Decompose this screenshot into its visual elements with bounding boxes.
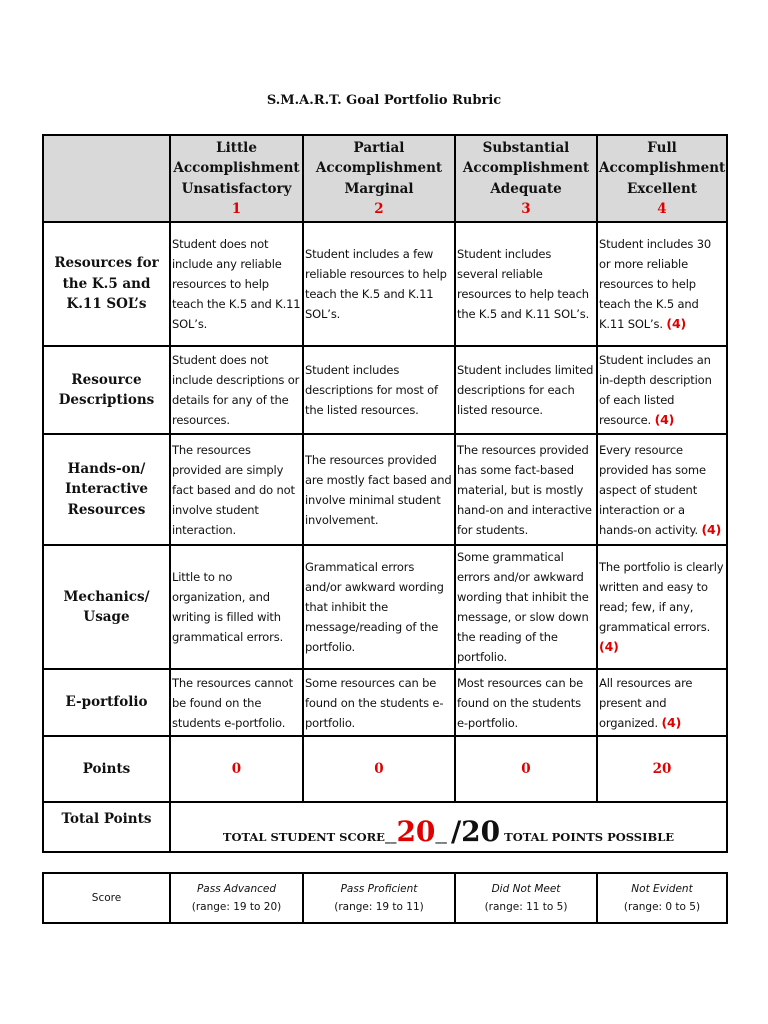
level-header-3: Substantial Accomplishment Adequate 3 <box>455 135 597 222</box>
total-score-suffix: TOTAL POINTS POSSIBLE <box>500 829 675 844</box>
score-level-range: (range: 0 to 5) <box>623 901 701 913</box>
awarded-score-tag: (4) <box>661 714 682 730</box>
score-range-row <box>43 873 727 923</box>
criterion-name: Resources for the K.5 and K.11 SOL’s <box>43 222 170 346</box>
score-range-cell <box>455 873 597 923</box>
points-value: 0 <box>455 736 597 802</box>
criterion-cell-full: Student includes 30 or more reliable resources to help teach the K.5 and K.11 SOL’s. (4) <box>597 222 727 346</box>
criterion-cell-full: Every resource provided has some aspect of student interaction or a hands-on activity. (4) <box>597 434 727 545</box>
total-score-prefix: TOTAL STUDENT SCORE__ <box>222 829 397 844</box>
score-range-cell <box>170 873 303 923</box>
criterion-cell: Some grammatical errors and/or awkward wording that inhibit the message, or slow down the reading of the portfolio. <box>455 545 597 669</box>
criterion-name: Resource Descriptions <box>43 346 170 434</box>
rubric-header-row <box>43 135 727 222</box>
level-header-1: Little Accomplishment Unsatisfactory 1 <box>170 135 303 222</box>
level-number: 1 <box>231 201 242 217</box>
criterion-cell-full: The portfolio is clearly written and easy to read; few, if any, grammatical errors. (4) <box>597 545 727 669</box>
total-points-label: Total Points <box>43 802 170 852</box>
score-level-name: Did Not Meet <box>491 883 561 895</box>
criterion-cell: The resources provided are simply fact based and do not involve student interaction. <box>170 434 303 545</box>
criterion-cell: Student includes limited descriptions for each listed resource. <box>455 346 597 434</box>
level-header-4: Full Accomplishment Excellent 4 <box>597 135 727 222</box>
criterion-cell: Student includes a few reliable resources to help teach the K.5 and K.11 SOL’s. <box>303 222 455 346</box>
criterion-name: E-portfolio <box>43 669 170 736</box>
score-range-cell <box>597 873 727 923</box>
criterion-cell: The resources cannot be found on the students e-portfolio. <box>170 669 303 736</box>
criterion-row-descriptions <box>43 346 727 434</box>
points-value: 20 <box>597 736 727 802</box>
awarded-score-tag: (4) <box>654 412 675 427</box>
level-number: 3 <box>521 201 531 217</box>
score-level-name: Pass Advanced <box>196 883 277 895</box>
score-level-range: (range: 11 to 5) <box>484 901 568 913</box>
points-label: Points <box>43 736 170 802</box>
level-number: 2 <box>374 201 384 217</box>
criterion-cell: Student does not include descriptions or details for any of the resources. <box>170 346 303 434</box>
total-points-row <box>43 802 727 852</box>
criterion-row-mechanics <box>43 545 727 669</box>
total-score-mid: __ <box>435 829 451 844</box>
total-student-score: 20 <box>396 814 436 848</box>
criterion-cell: Little to no organization, and writing is filled with grammatical errors. <box>170 545 303 669</box>
total-points-possible-value: /20 <box>450 814 501 848</box>
page-title: S.M.A.R.T. Goal Portfolio Rubric <box>266 93 502 108</box>
criterion-row-eportfolio <box>43 669 727 736</box>
score-label: Score <box>43 873 170 923</box>
criterion-cell: Grammatical errors and/or awkward wording that inhibit the message/reading of the portfolio. <box>303 545 455 669</box>
criterion-cell: The resources provided are mostly fact based and involve minimal student involvement. <box>303 434 455 545</box>
criterion-name: Mechanics/ Usage <box>43 545 170 669</box>
criterion-cell-full: All resources are present and organized. (4) <box>597 669 727 736</box>
criterion-cell: Some resources can be found on the students e-portfolio. <box>303 669 455 736</box>
score-level-name: Pass Proficient <box>340 883 418 895</box>
criterion-cell: The resources provided has some fact-based material, but is mostly hand-on and interactive for students. <box>455 434 597 545</box>
criterion-row-hands-on <box>43 434 727 545</box>
criterion-cell: Student includes several reliable resources to help teach the K.5 and K.11 SOL’s. <box>455 222 597 346</box>
criterion-cell: Most resources can be found on the students e-portfolio. <box>455 669 597 736</box>
score-level-range: (range: 19 to 20) <box>191 901 282 913</box>
score-range-table <box>42 872 728 924</box>
awarded-score-tag: (4) <box>666 316 687 331</box>
criterion-cell-full: Student includes an in-depth description of each listed resource. (4) <box>597 346 727 434</box>
criterion-cell: Student does not include any reliable resources to help teach the K.5 and K.11 SOL’s. <box>170 222 303 346</box>
points-row <box>43 736 727 802</box>
awarded-score-tag: (4) <box>701 521 722 537</box>
awarded-score-tag: (4) <box>599 639 619 654</box>
points-value: 0 <box>170 736 303 802</box>
criterion-name: Hands-on/ Interactive Resources <box>43 434 170 545</box>
score-level-name: Not Evident <box>631 883 693 895</box>
criterion-cell: Student includes descriptions for most of the listed resources. <box>303 346 455 434</box>
score-level-range: (range: 19 to 11) <box>334 901 424 913</box>
points-value: 0 <box>303 736 455 802</box>
level-header-2: Partial Accomplishment Marginal 2 <box>303 135 455 222</box>
rubric-table <box>42 134 728 853</box>
header-empty-cell <box>43 135 170 222</box>
total-score-line <box>170 802 727 852</box>
criterion-row-resources <box>43 222 727 346</box>
score-range-cell <box>303 873 455 923</box>
level-number: 4 <box>657 201 667 217</box>
